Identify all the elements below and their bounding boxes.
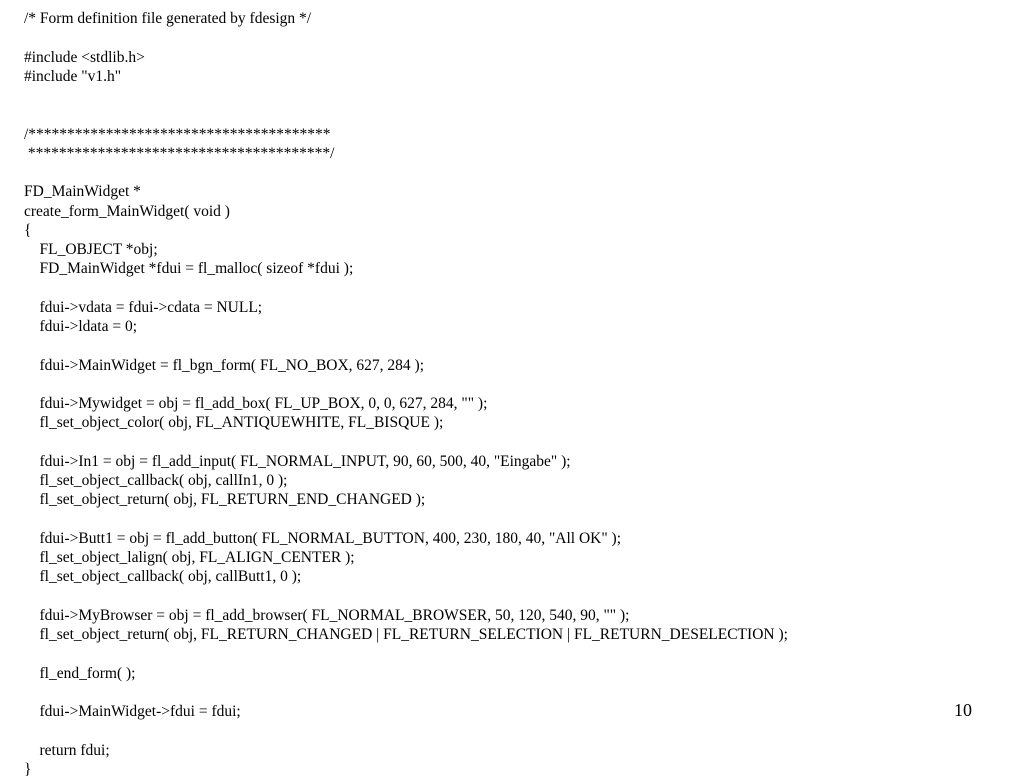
code-line <box>24 105 788 124</box>
code-line: ***************************************/ <box>24 144 335 162</box>
code-line: { <box>24 221 32 239</box>
code-line: /*************************************** <box>24 125 331 143</box>
code-line: fdui->In1 = obj = fl_add_input( FL_NORMAL_INPUT, 90, 60, 500, 40, "Eingabe" ); <box>24 452 571 470</box>
code-line: fdui->MainWidget->fdui = fdui; <box>24 703 241 720</box>
code-line: fdui->Butt1 = obj = fl_add_button( FL_NORMAL_BUTTON, 400, 230, 180, 40, "All OK" ); <box>24 529 622 547</box>
code-line: return fdui; <box>24 741 110 759</box>
code-line: #include <stdlib.h> <box>24 48 145 66</box>
code-line: FD_MainWidget *fdui = fl_malloc( sizeof *fdui ); <box>24 260 354 278</box>
code-line: fl_set_object_return( obj, FL_RETURN_CHANGED | FL_RETURN_SELECTION | FL_RETURN_DESELECTION ); <box>24 626 788 643</box>
code-line: #include "v1.h" <box>24 67 122 85</box>
page-number: 10 <box>954 700 972 720</box>
code-line: /* Form definition file generated by fdesign */ <box>24 10 312 27</box>
code-line <box>24 683 788 702</box>
code-line: fl_set_object_callback( obj, callButt1, 0 ); <box>24 568 302 586</box>
code-line: fdui->Mywidget = obj = fl_add_box( FL_UP_BOX, 0, 0, 627, 284, "" ); <box>24 395 488 412</box>
code-line <box>24 163 788 182</box>
code-line <box>24 510 788 529</box>
code-line: fdui->MainWidget = fl_bgn_form( FL_NO_BOX, 627, 284 ); <box>24 356 425 374</box>
code-line <box>24 644 788 663</box>
code-line: FL_OBJECT *obj; <box>24 241 158 258</box>
code-listing <box>24 9 788 779</box>
code-line: fl_set_object_lalign( obj, FL_ALIGN_CENTER ); <box>24 549 355 566</box>
code-line <box>24 433 788 452</box>
code-line <box>24 375 788 394</box>
code-line: } <box>24 760 32 778</box>
code-line: create_form_MainWidget( void ) <box>24 202 230 220</box>
code-line: fdui->vdata = fdui->cdata = NULL; <box>24 298 263 316</box>
code-line: fl_end_form( ); <box>24 664 136 682</box>
code-line <box>24 721 788 740</box>
code-line: FD_MainWidget * <box>24 183 141 201</box>
code-line: fl_set_object_color( obj, FL_ANTIQUEWHITE, FL_BISQUE ); <box>24 414 444 432</box>
code-line <box>24 279 788 298</box>
code-line <box>24 28 788 47</box>
code-line: fl_set_object_callback( obj, callIn1, 0 ); <box>24 472 288 489</box>
code-line <box>24 587 788 606</box>
code-line: fdui->MyBrowser = obj = fl_add_browser( FL_NORMAL_BROWSER, 50, 120, 540, 90, "" ); <box>24 606 630 624</box>
code-line: fl_set_object_return( obj, FL_RETURN_END_CHANGED ); <box>24 491 426 509</box>
code-line <box>24 86 788 105</box>
code-line <box>24 336 788 355</box>
code-line: fdui->ldata = 0; <box>24 318 138 335</box>
